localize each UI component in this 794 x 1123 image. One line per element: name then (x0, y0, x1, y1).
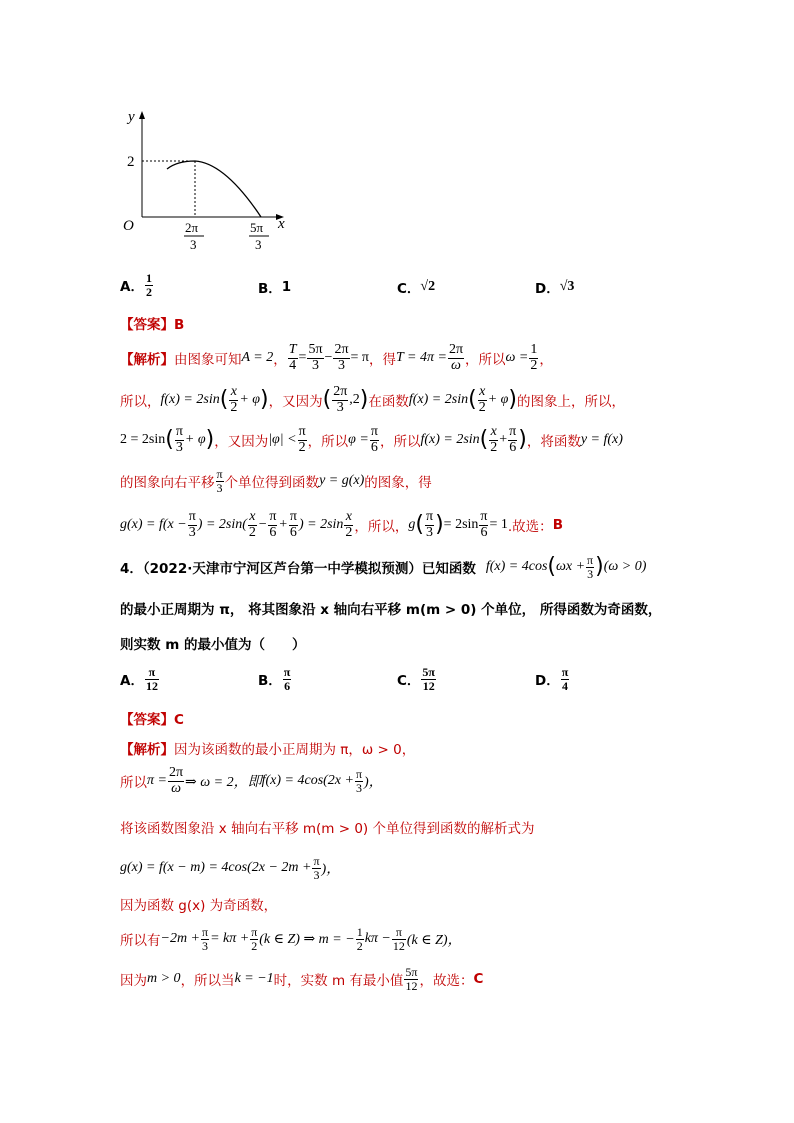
q3-analysis-line5: g(x) = f(x − $\frac{\pi}{3}$ ) = 2sin( $\frac{x}{2}$ − $\frac{\pi}{6}$ + $\frac{\pi}{6}$ ) = 2sin $\frac{x}{2}$ ，所以， g ( $\frac{\pi}{3}$ ) = 2sin $\frac{\pi}{6}$ = 1 .故选： B (120, 509, 563, 540)
q4-option-a: A． $\frac{\pi}{12}$ (120, 665, 158, 693)
q4-analysis-line5: 因为函数 g(x) 为奇函数， (120, 898, 278, 914)
q3-option-a-frac: $\frac{1}{2}$ (145, 271, 152, 299)
origin-label: O (123, 218, 134, 234)
q3-option-d: D． √3 (535, 279, 575, 297)
q3-analysis-line4: 的图象向右平移 $\frac{\pi}{3}$ 个单位得到函数 y = g(x) 的图象，得 (120, 467, 432, 495)
q4-analysis-line2: 所以 π = $\frac{2\pi}{\omega}$ ⇒ ω = 2，即 f(x) = 4cos(2x + $\frac{\pi}{3}$ )， (120, 765, 383, 796)
q3-analysis-line2: 所以， f(x) = 2sin ( $\frac{x}{2}$ + φ ) ，又因为 ( $\frac{2\pi}{3}$ ,2 ) 在函数 f(x) = 2sin ( $\frac{x}{2}$ + φ ) 的图象上，所以， (120, 384, 625, 415)
q4-analysis-line3: 将该函数图象沿 x 轴向右平移 m(m > 0) 个单位得到函数的解析式为 (120, 821, 535, 837)
x-tick1-den: 3 (190, 237, 197, 252)
q4-stem-line3: 则实数 m 的最小值为（ ） (120, 637, 306, 653)
q4-analysis-line7: 因为 m > 0 ，所以当 k = −1 时，实数 m 有最小值 $\frac{5\pi}{12}$ ，故选： C (120, 965, 484, 993)
q3-analysis-line1: 【解析】 由图象可知 A = 2 ， $\frac{T}{4}$ = $\frac{5\pi}{3}$ − $\frac{2\pi}{3}$ = π ，得 T = 4π = $\frac{2\pi}{\omega}$ ，所以 ω = $\frac{1}{2}$ ， (120, 342, 553, 373)
q4-option-b: B． $\frac{\pi}{6}$ (258, 665, 291, 693)
x-axis-label: x (278, 216, 285, 232)
function-graph (115, 105, 295, 255)
q3-option-b: B． 1 (258, 279, 292, 297)
q3-analysis-line3: 2 = 2sin ( $\frac{\pi}{3}$ + φ ) ，又因为 |φ| < $\frac{\pi}{2}$ ，所以 φ = $\frac{\pi}{6}$ ，所以 f(x) = 2sin ( $\frac{x}{2}$ + $\frac{\pi}{6}$ ) ，将函数 y = f(x) (120, 424, 623, 455)
q4-option-c: C． $\frac{5\pi}{12}$ (397, 665, 435, 693)
q4-answer: 【答案】C (120, 712, 184, 728)
y-tick-label: 2 (127, 154, 135, 170)
q3-option-c: C． √2 (397, 279, 436, 297)
q3-answer: 【答案】B (120, 317, 185, 333)
q4-analysis-line1: 【解析】因为该函数的最小正周期为 π，ω > 0， (120, 742, 416, 758)
x-tick2-den: 3 (255, 237, 262, 252)
y-axis-arrow (139, 111, 145, 119)
q4-analysis-line6: 所以有 −2m + $\frac{\pi}{3}$ = kπ + $\frac{\pi}{2}$ (k ∈ Z) ⇒ m = − $\frac{1}{2}$ kπ − $\frac{\pi}{12}$ (k ∈ Z)， (120, 925, 462, 953)
q3-option-a: A． $\frac{1}{2}$ (120, 271, 152, 299)
x-tick1-num: 2π (185, 220, 199, 235)
sine-curve (167, 161, 261, 217)
q4-stem-line2: 的最小正周期为 π， 将其图象沿 x 轴向右平移 m(m > 0) 个单位， 所得函数为奇函数， (120, 602, 662, 618)
q4-analysis-line4: g(x) = f(x − m) = 4cos(2x − 2m + $\frac{\pi}{3}$ )， (120, 854, 341, 882)
q4-option-d: D． $\frac{\pi}{4}$ (535, 665, 569, 693)
q4-stem-line1: 4．（2022·天津市宁河区芦台第一中学模拟预测）已知函数 f(x) = 4cos ( ωx + $\frac{\pi}{3}$ ) (ω > 0) (120, 553, 647, 581)
x-tick2-num: 5π (250, 220, 264, 235)
y-axis-label: y (128, 109, 135, 125)
